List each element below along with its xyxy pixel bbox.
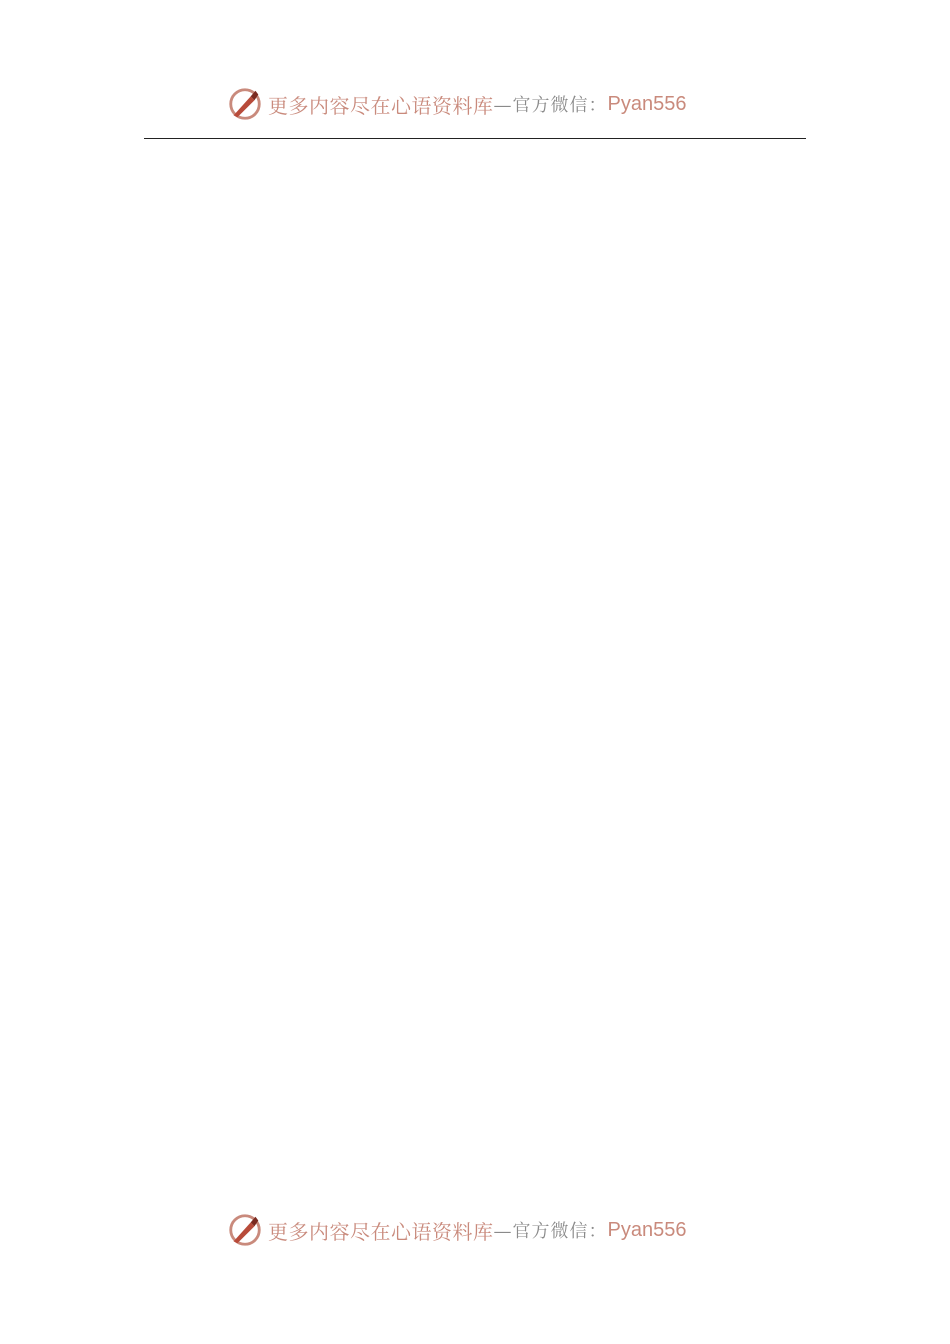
banner-wechat-id: Pyan556 xyxy=(607,92,687,115)
footer-wechat-label: —官方微信： xyxy=(493,1221,608,1242)
footer-wechat-id: Pyan556 xyxy=(607,1218,687,1241)
footer-brand-text: 更多内容尽在心语资料库 xyxy=(268,1219,494,1244)
footer-banner xyxy=(226,1210,746,1250)
header-divider xyxy=(144,138,806,139)
pen-logo-icon xyxy=(226,1211,264,1249)
banner-wechat-label: —官方微信： xyxy=(493,95,608,116)
pen-logo-icon xyxy=(226,85,264,123)
header-banner xyxy=(226,84,746,124)
banner-brand-text: 更多内容尽在心语资料库 xyxy=(268,93,494,118)
